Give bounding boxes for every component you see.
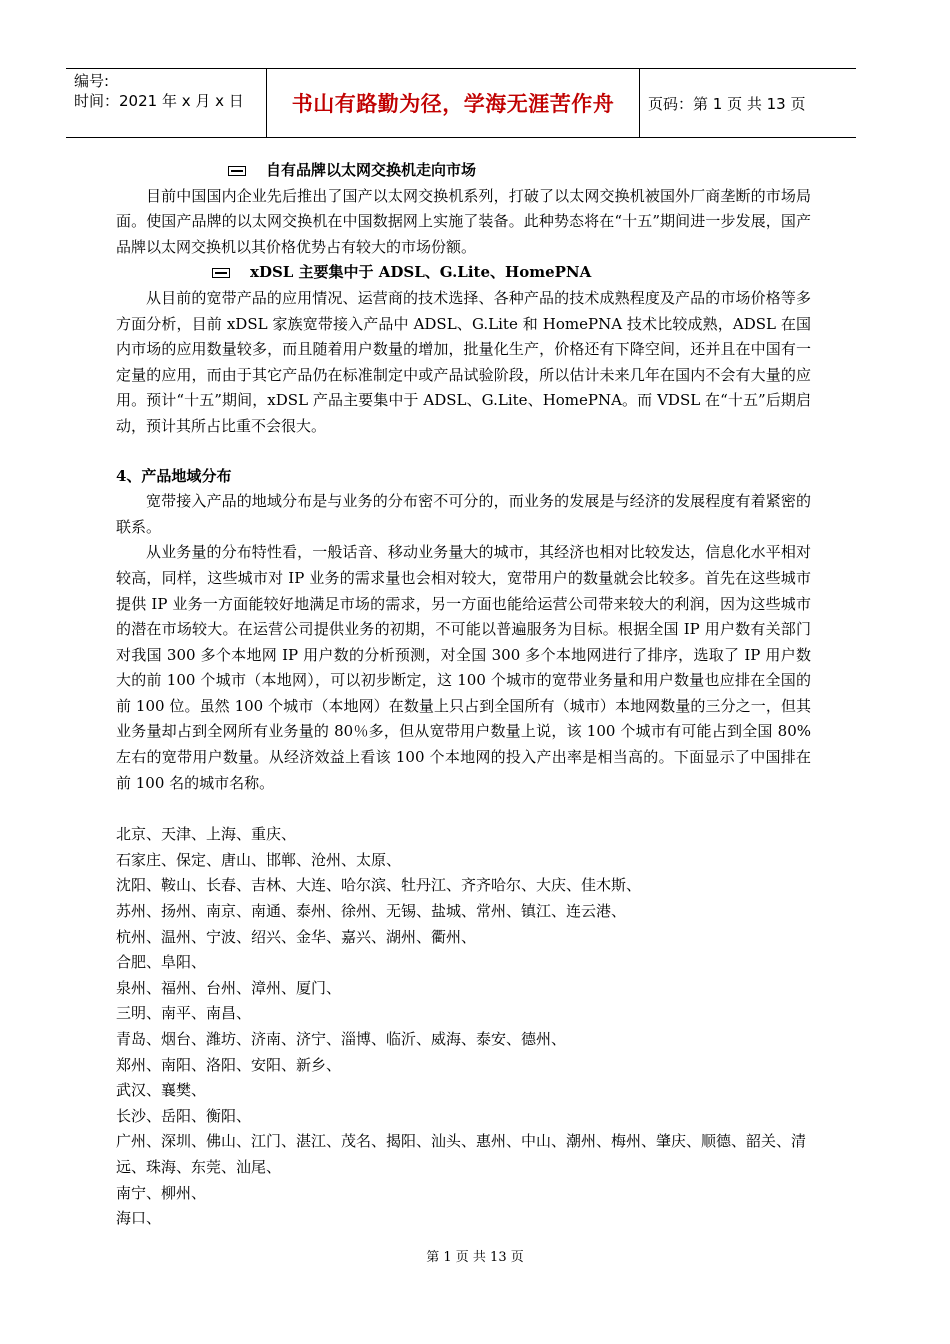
city-line: 海口、 bbox=[116, 1209, 162, 1228]
city-line: 武汉、襄樊、 bbox=[116, 1081, 207, 1100]
page-header bbox=[66, 68, 856, 138]
city-line: 南宁、柳州、 bbox=[116, 1183, 207, 1202]
header-page-label: 页码：第 1 页 共 13 页 bbox=[648, 94, 806, 113]
city-line: 沈阳、鞍山、长春、吉林、大连、哈尔滨、牡丹江、齐齐哈尔、大庆、佳木斯、 bbox=[116, 876, 642, 895]
header-motto: 书山有路勤为径，学海无涯苦作舟 bbox=[291, 92, 615, 116]
paragraph: 从目前的宽带产品的应用情况、运营商的技术选择、各种产品的技术成熟程度及产品的市场价格等多方面分析，目前 xDSL 家族宽带接入产品中 ADSL、G.Lite 和 HomePNA 技术比较成熟，ADSL 在国内市场的应用数量较多，而且随着用户数量的增加，批量化生产，价格还有下降空间，还并且在中国有一定量的应用，而由于其它产品仍在标准制定中或产品试验阶段，所以估计未来几年在国内不会有大量的应用。预计“十五”期间，xDSL 产品主要集中于 ADSL、G.Lite、HomePNA。而 VDSL 在“十五”后期启动，预计其所占比重不会很大。 bbox=[116, 288, 811, 435]
city-line: 合肥、阜阳、 bbox=[116, 953, 207, 972]
city-line: 北京、天津、上海、重庆、 bbox=[116, 825, 297, 844]
header-info-cell bbox=[66, 69, 267, 137]
header-motto-cell bbox=[267, 69, 640, 137]
city-line: 广州、深圳、佛山、江门、湛江、茂名、揭阳、汕头、惠州、中山、潮州、梅州、肇庆、顺德、韶关、清远、珠海、东莞、汕尾、 bbox=[116, 1132, 807, 1176]
city-line: 郑州、南阳、洛阳、安阳、新乡、 bbox=[116, 1055, 342, 1074]
city-line: 苏州、扬州、南京、南通、泰州、徐州、无锡、盐城、常州、镇江、连云港、 bbox=[116, 902, 627, 921]
heading-text: 自有品牌以太网交换机走向市场 bbox=[266, 161, 477, 179]
header-page-cell bbox=[640, 69, 856, 137]
doc-time-label: 时间：2021 年 x 月 x 日 bbox=[74, 92, 244, 110]
city-line: 三明、南平、南昌、 bbox=[116, 1004, 252, 1023]
document-body bbox=[116, 158, 811, 1232]
city-line: 石家庄、保定、唐山、邯郸、沧州、太原、 bbox=[116, 850, 402, 869]
paragraph: 目前中国国内企业先后推出了国产以太网交换机系列，打破了以太网交换机被国外厂商垄断的市场局面。使国产品牌的以太网交换机在中国数据网上实施了装备。此种势态将在“十五”期间进一步发展，国产品牌以太网交换机以其价格优势占有较大的市场份额。 bbox=[116, 186, 811, 256]
city-line: 泉州、福州、台州、漳州、厦门、 bbox=[116, 978, 342, 997]
bullet-heading bbox=[116, 158, 811, 184]
bullet-icon bbox=[212, 268, 230, 278]
city-line: 杭州、温州、宁波、绍兴、金华、嘉兴、湖州、衢州、 bbox=[116, 927, 477, 946]
city-list bbox=[116, 822, 811, 1232]
bullet-heading bbox=[116, 260, 811, 286]
city-line: 长沙、岳阳、衡阳、 bbox=[116, 1106, 252, 1125]
paragraph: 从业务量的分布特性看，一般话音、移动业务量大的城市，其经济也相对比较发达，信息化水平相对较高，同样，这些城市对 IP 业务的需求量也会相对较大，宽带用户的数量就会比较多。首先在这些城市提供 IP 业务一方面能较好地满足市场的需求，另一方面也能给运营公司带来较大的利润，因为这些城市的潜在市场较大。在运营公司提供业务的初期，不可能以普遍服务为目标。根据全国 IP 用户数有关部门对我国 300 多个本地网 IP 用户数的分析预测，对全国 300 多个本地网进行了排序，选取了 IP 用户数大的前 100 个城市（本地网），可以初步断定，这 100 个城市的宽带业务量和用户数量也应排在全国的前 100 位。虽然 100 个城市（本地网）在数量上只占到全国所有（城市）本地网数量的三分之一，但其业务量却占到全网所有业务量的 80％多，但从宽带用户数量上说，该 100 个城市有可能占到全国 80%左右的宽带用户数量。从经济效益上看该 100 个本地网的投入产出率是相当高的。下面显示了中国排在前 100 名的城市名称。 bbox=[116, 543, 811, 792]
section-heading: 4、产品地域分布 bbox=[116, 466, 232, 485]
page-footer: 第 1 页 共 13 页 bbox=[426, 1250, 524, 1265]
city-line: 青岛、烟台、潍坊、济南、济宁、淄博、临沂、威海、泰安、德州、 bbox=[116, 1030, 567, 1048]
heading-text: xDSL 主要集中于 ADSL、G.Lite、HomePNA bbox=[250, 263, 592, 282]
doc-number-label: 编号: bbox=[74, 72, 110, 90]
bullet-icon bbox=[228, 166, 246, 176]
paragraph: 宽带接入产品的地域分布是与业务的分布密不可分的，而业务的发展是与经济的发展程度有着紧密的联系。 bbox=[116, 492, 811, 536]
